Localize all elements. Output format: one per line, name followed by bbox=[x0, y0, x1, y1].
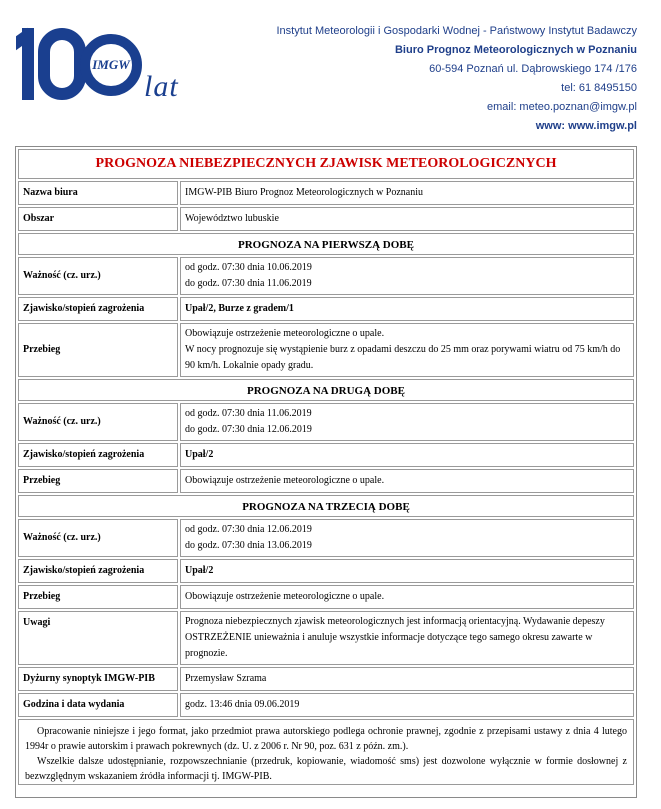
phone: tel: 61 8495150 bbox=[561, 82, 637, 94]
institute-contact-block bbox=[276, 22, 637, 136]
validity-from: od godz. 07:30 dnia 10.06.2019 bbox=[185, 262, 312, 273]
copyright-paragraph: Opracowanie niniejsze i jego format, jako przedmiot prawa autorskiego podlega ochronie prawnej, zgodnie z przepisami ustawy z dnia 4 lutego 1994r o prawie autorskim i prawach pokrewnych (dz. U. z 2006 r. Nr 90, poz. 631 z późn. zm.). bbox=[25, 726, 627, 752]
phenomenon-label: Zjawisko/stopień zagrożenia bbox=[18, 559, 178, 583]
validity-label: Ważność (cz. urz.) bbox=[18, 403, 178, 441]
imgw-seal-icon bbox=[80, 34, 142, 96]
course-label: Przebieg bbox=[18, 323, 178, 377]
row-day3-phenomenon bbox=[18, 559, 634, 583]
copyright-footer bbox=[18, 719, 634, 785]
course-line-1: Obowiązuje ostrzeżenie meteorologiczne o upale. bbox=[185, 328, 385, 339]
logo-seal-text: IMGW bbox=[92, 57, 130, 72]
validity-to: do godz. 07:30 dnia 13.06.2019 bbox=[185, 540, 312, 551]
validity-from: od godz. 07:30 dnia 11.06.2019 bbox=[185, 408, 312, 419]
area-value: Województwo lubuskie bbox=[180, 207, 634, 231]
notes-value: Prognoza niebezpiecznych zjawisk meteorologicznych jest informacją orientacyjną. Wydawanie depeszy OSTRZEŻENIE unieważnia i anuluje wszystkie informacje dotyczące tego samego okresu zawarte w prognozie. bbox=[180, 611, 634, 665]
row-issued bbox=[18, 693, 634, 717]
validity-label: Ważność (cz. urz.) bbox=[18, 519, 178, 557]
row-day2-validity bbox=[18, 403, 634, 441]
row-day1-validity bbox=[18, 257, 634, 295]
distribution-paragraph: Wszelkie dalsze udostępnianie, rozpowszechnianie (przedruk, kopiowanie, wiadomość sms) jest dozwolone wyłącznie w formie dosłownej z bezwzględnym wskazaniem źródła informacji tj. IMGW-PIB. bbox=[25, 756, 627, 782]
validity-label: Ważność (cz. urz.) bbox=[18, 257, 178, 295]
row-office bbox=[18, 181, 634, 205]
section-day2: PROGNOZA NA DRUGĄ DOBĘ bbox=[18, 379, 634, 401]
course-label: Przebieg bbox=[18, 469, 178, 493]
forecaster-label: Dyżurny synoptyk IMGW-PIB bbox=[18, 667, 178, 691]
phenomenon-label: Zjawisko/stopień zagrożenia bbox=[18, 443, 178, 467]
issued-value: godz. 13:46 dnia 09.06.2019 bbox=[180, 693, 634, 717]
validity-to: do godz. 07:30 dnia 12.06.2019 bbox=[185, 424, 312, 435]
validity-value bbox=[180, 257, 634, 295]
row-day2-phenomenon bbox=[18, 443, 634, 467]
row-day1-course bbox=[18, 323, 634, 377]
phenomenon-label: Zjawisko/stopień zagrożenia bbox=[18, 297, 178, 321]
validity-value bbox=[180, 519, 634, 557]
email: email: meteo.poznan@imgw.pl bbox=[487, 101, 637, 113]
institute-name: Instytut Meteorologii i Gospodarki Wodnej - Państwowy Instytut Badawczy bbox=[276, 25, 637, 37]
course-line-2: W nocy prognozuje się wystąpienie burz z opadami deszczu do 25 mm oraz porywami wiatru od 75 km/h do 90 km/h. Lokalnie opady gradu. bbox=[185, 344, 621, 371]
course-value: Obowiązuje ostrzeżenie meteorologiczne o upale. bbox=[180, 469, 634, 493]
row-day1-phenomenon bbox=[18, 297, 634, 321]
row-notes bbox=[18, 611, 634, 665]
phenomenon-value: Upał/2 bbox=[180, 559, 634, 583]
address: 60-594 Poznań ul. Dąbrowskiego 174 /176 bbox=[429, 63, 637, 75]
row-day3-course bbox=[18, 585, 634, 609]
row-day2-course bbox=[18, 469, 634, 493]
logo-lat-text: lat bbox=[144, 70, 179, 103]
validity-to: do godz. 07:30 dnia 11.06.2019 bbox=[185, 278, 312, 289]
validity-value bbox=[180, 403, 634, 441]
forecaster-value: Przemysław Szrama bbox=[180, 667, 634, 691]
phenomenon-value: Upał/2, Burze z gradem/1 bbox=[180, 297, 634, 321]
notes-label: Uwagi bbox=[18, 611, 178, 665]
office-value: IMGW-PIB Biuro Prognoz Meteorologicznych w Poznaniu bbox=[180, 181, 634, 205]
phenomenon-value: Upał/2 bbox=[180, 443, 634, 467]
area-label: Obszar bbox=[18, 207, 178, 231]
forecast-table bbox=[15, 146, 637, 798]
website: www: www.imgw.pl bbox=[535, 120, 637, 132]
course-label: Przebieg bbox=[18, 585, 178, 609]
section-day3: PROGNOZA NA TRZECIĄ DOBĘ bbox=[18, 495, 634, 517]
logo-digit-zero bbox=[38, 28, 86, 100]
bureau-name: Biuro Prognoz Meteorologicznych w Poznaniu bbox=[394, 44, 637, 56]
issued-label: Godzina i data wydania bbox=[18, 693, 178, 717]
letterhead bbox=[0, 0, 661, 140]
course-value bbox=[180, 323, 634, 377]
course-value: Obowiązuje ostrzeżenie meteorologiczne o upale. bbox=[180, 585, 634, 609]
section-day1: PROGNOZA NA PIERWSZĄ DOBĘ bbox=[18, 233, 634, 255]
row-day3-validity bbox=[18, 519, 634, 557]
imgw-100-years-logo bbox=[22, 28, 192, 108]
row-area bbox=[18, 207, 634, 231]
office-label: Nazwa biura bbox=[18, 181, 178, 205]
validity-from: od godz. 07:30 dnia 12.06.2019 bbox=[185, 524, 312, 535]
document-title: PROGNOZA NIEBEZPIECZNYCH ZJAWISK METEOROLOGICZNYCH bbox=[18, 149, 634, 179]
row-forecaster bbox=[18, 667, 634, 691]
